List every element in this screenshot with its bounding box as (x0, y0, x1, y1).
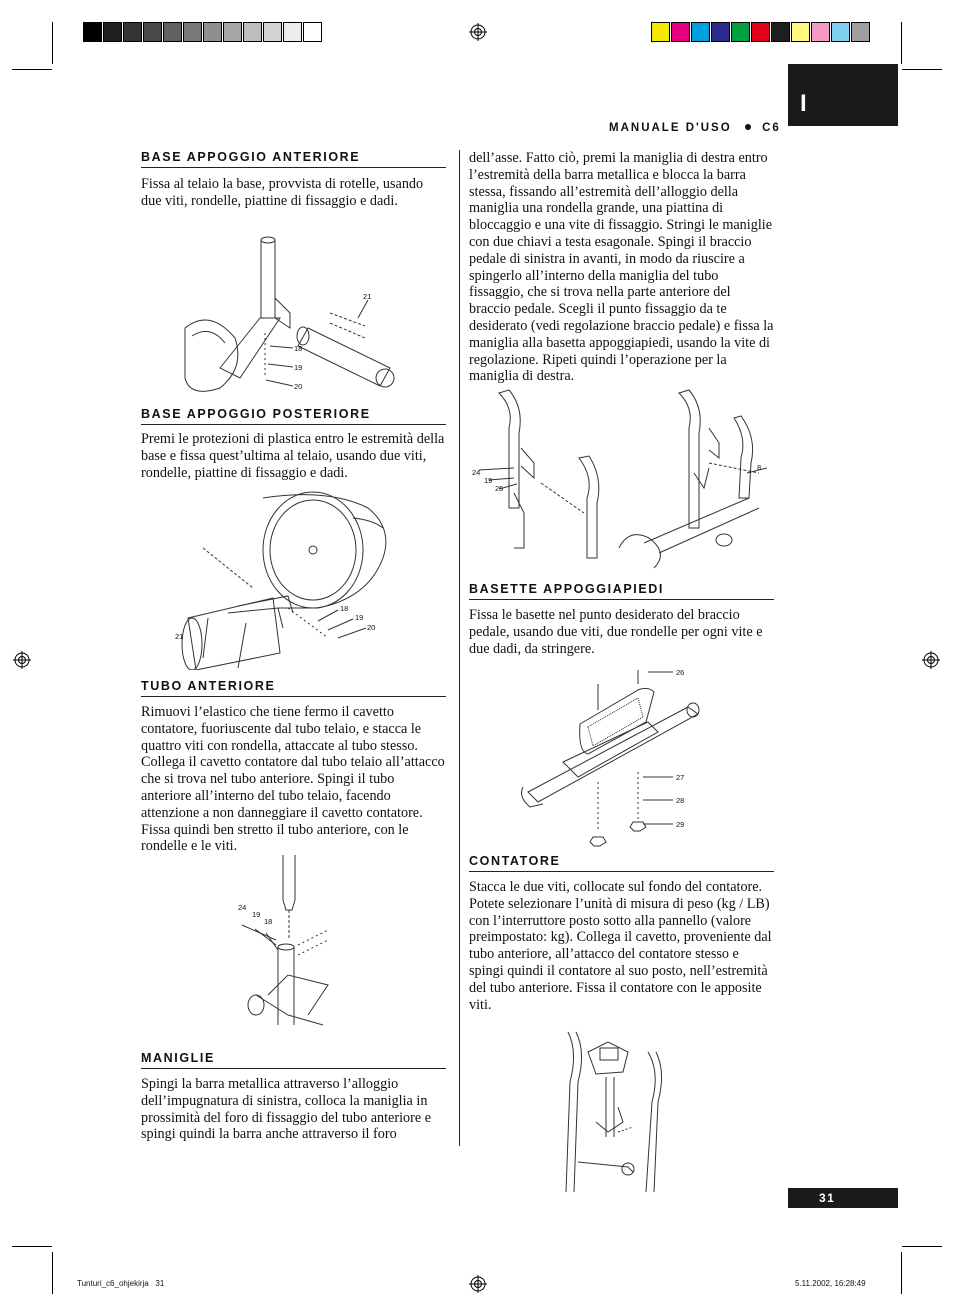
paragraph: Rimuovi l’elastico che tiene fermo il cavetto contatore, fuoriuscente dal tubo telaio, e stacca le quattro viti con rondella, attaccate al tubo stesso. Collega il cavetto contatore dal tubo telaio all’attacco che si trova nel tubo anteriore. Spingi il tubo anteriore all’interno del tubo telaio, facendo attenzione a non danneggiare il cavetto contatore. Fissa quindi ben stretto il tubo anteriore, con le rondelle e le viti. (141, 704, 445, 855)
heading-tubo-anteriore: TUBO ANTERIORE (141, 679, 446, 697)
grayscale-swatch (143, 22, 162, 42)
label-24: 24 (238, 903, 247, 912)
running-head-title: MANUALE D'USO (609, 122, 732, 134)
figure-contatore (548, 1022, 666, 1192)
process-color-swatch (671, 22, 690, 42)
grayscale-swatch (283, 22, 302, 42)
process-color-swatch (771, 22, 790, 42)
text-tubo-anteriore (141, 704, 447, 855)
label-20: 20 (294, 382, 303, 391)
process-color-swatch (851, 22, 870, 42)
heading-contatore: CONTATORE (469, 854, 774, 872)
label-18: 18 (340, 604, 349, 613)
grayscale-swatch (163, 22, 182, 42)
grayscale-swatch (203, 22, 222, 42)
paragraph: dell’asse. Fatto ciò, premi la maniglia di destra entro l’estremità della barra metallica e blocca la barra stessa, fissando all’estremità dell’alloggio della maniglia una rondella grande, una piattina di bloccaggio e una vite di fissaggio. Stringi le maniglie con due chiavi a testa esagonale. Spingi il braccio pedale di sinistra in avanti, in modo da riuscire a spingerlo all’interno della maniglia del tubo fissaggio, che si trova nella parte anteriore del braccio pedale. Scegli il punto fissaggio da te desiderato (vedi regolazione braccio pedale) e fissa la maniglia alla basetta appoggiapiedi, usando la vite di regolazione. Ripeti quindi l’operazione per la maniglia di destra. (469, 150, 774, 385)
text-maniglie-cont (469, 150, 775, 385)
label-25: 25 (495, 484, 504, 493)
process-color-swatch (711, 22, 730, 42)
text-base-posteriore (141, 431, 447, 481)
process-color-swatch (831, 22, 850, 42)
process-color-swatch (651, 22, 670, 42)
label-8: 8 (757, 463, 762, 472)
label-20: 20 (367, 623, 376, 632)
figure-maniglie (469, 388, 779, 572)
running-head (609, 122, 781, 134)
label-21: 21 (363, 292, 372, 301)
grayscale-swatch (263, 22, 282, 42)
bullet-icon (745, 124, 751, 130)
figure-basette (518, 662, 708, 847)
label-24: 24 (472, 468, 481, 477)
label-21: 21 (175, 632, 184, 641)
registration-mark-right-icon (922, 651, 940, 669)
figure-base-posteriore (168, 488, 396, 670)
label-28: 28 (676, 796, 685, 805)
registration-mark-bottom-icon (469, 1275, 487, 1293)
process-color-swatch (751, 22, 770, 42)
label-18: 18 (294, 344, 303, 353)
column-divider (459, 150, 460, 1146)
text-contatore (469, 879, 775, 1013)
grayscale-swatch (223, 22, 242, 42)
label-19: 19 (484, 476, 493, 485)
figure-tubo-anteriore (228, 855, 346, 1031)
grayscale-swatch (303, 22, 322, 42)
grayscale-swatch (83, 22, 102, 42)
heading-maniglie: MANIGLIE (141, 1051, 446, 1069)
language-tab (788, 64, 898, 126)
label-27: 27 (676, 773, 685, 782)
label-19: 19 (252, 910, 261, 919)
text-maniglie (141, 1076, 447, 1143)
grayscale-swatch (243, 22, 262, 42)
paragraph: Spingi la barra metallica attraverso l’alloggio dell’impugnatura di sinistra, colloca la maniglia in prossimità del foro di fissaggio del tubo anteriore e spingi quindi la barra anche attraverso il foro (141, 1076, 431, 1143)
paragraph: Fissa le basette nel punto desiderato del braccio pedale, usando due viti, due rondelle per ogni vite e due dadi, da stringere. (469, 607, 763, 657)
grayscale-swatch (123, 22, 142, 42)
process-color-swatch (691, 22, 710, 42)
slug-file: Tunturi_c6_ohjekirja 31 (77, 1279, 165, 1288)
label-29: 29 (676, 820, 685, 829)
registration-mark-top-icon (469, 23, 487, 41)
heading-base-anteriore: BASE APPOGGIO ANTERIORE (141, 150, 446, 168)
language-tab-label: I (800, 90, 807, 117)
label-19: 19 (355, 613, 364, 622)
paragraph: Fissa al telaio la base, provvista di rotelle, usando due viti, rondelle, piattine di fissaggio e dadi. (141, 176, 424, 209)
label-18: 18 (264, 917, 273, 926)
text-base-anteriore (141, 176, 447, 210)
figure-base-anteriore (180, 218, 405, 396)
process-color-swatch (731, 22, 750, 42)
paragraph: Premi le protezioni di plastica entro le estremità della base e fissa quest’ultima al telaio, usando due viti, rondelle, piattine di fissaggio e dadi. (141, 431, 445, 481)
grayscale-swatch (183, 22, 202, 42)
label-26: 26 (676, 668, 685, 677)
grayscale-swatch (103, 22, 122, 42)
slug-timestamp: 5.11.2002, 16:28:49 (795, 1279, 866, 1288)
paragraph: Stacca le due viti, collocate sul fondo del contatore. Potete selezionare l’unità di misura di peso (kg / LB) con l’interruttore posto sotto alla pannello (valore preimpostato: kg). Collega il cavetto, proveniente dal tubo anteriore, all’attacco del contatore stesso e spingi quindi il contatore al suo posto, nell’estremità del tubo anteriore. Fissa il contatore con le apposite viti. (469, 879, 772, 1013)
process-color-swatch (791, 22, 810, 42)
heading-base-posteriore: BASE APPOGGIO POSTERIORE (141, 407, 446, 425)
label-19: 19 (294, 363, 303, 372)
running-head-model: C6 (762, 122, 781, 134)
registration-mark-left-icon (13, 651, 31, 669)
text-basette (469, 607, 775, 657)
page-number-box (788, 1188, 898, 1208)
heading-basette: BASETTE APPOGGIAPIEDI (469, 582, 774, 600)
process-color-swatch (811, 22, 830, 42)
page-number: 31 (819, 1191, 836, 1205)
